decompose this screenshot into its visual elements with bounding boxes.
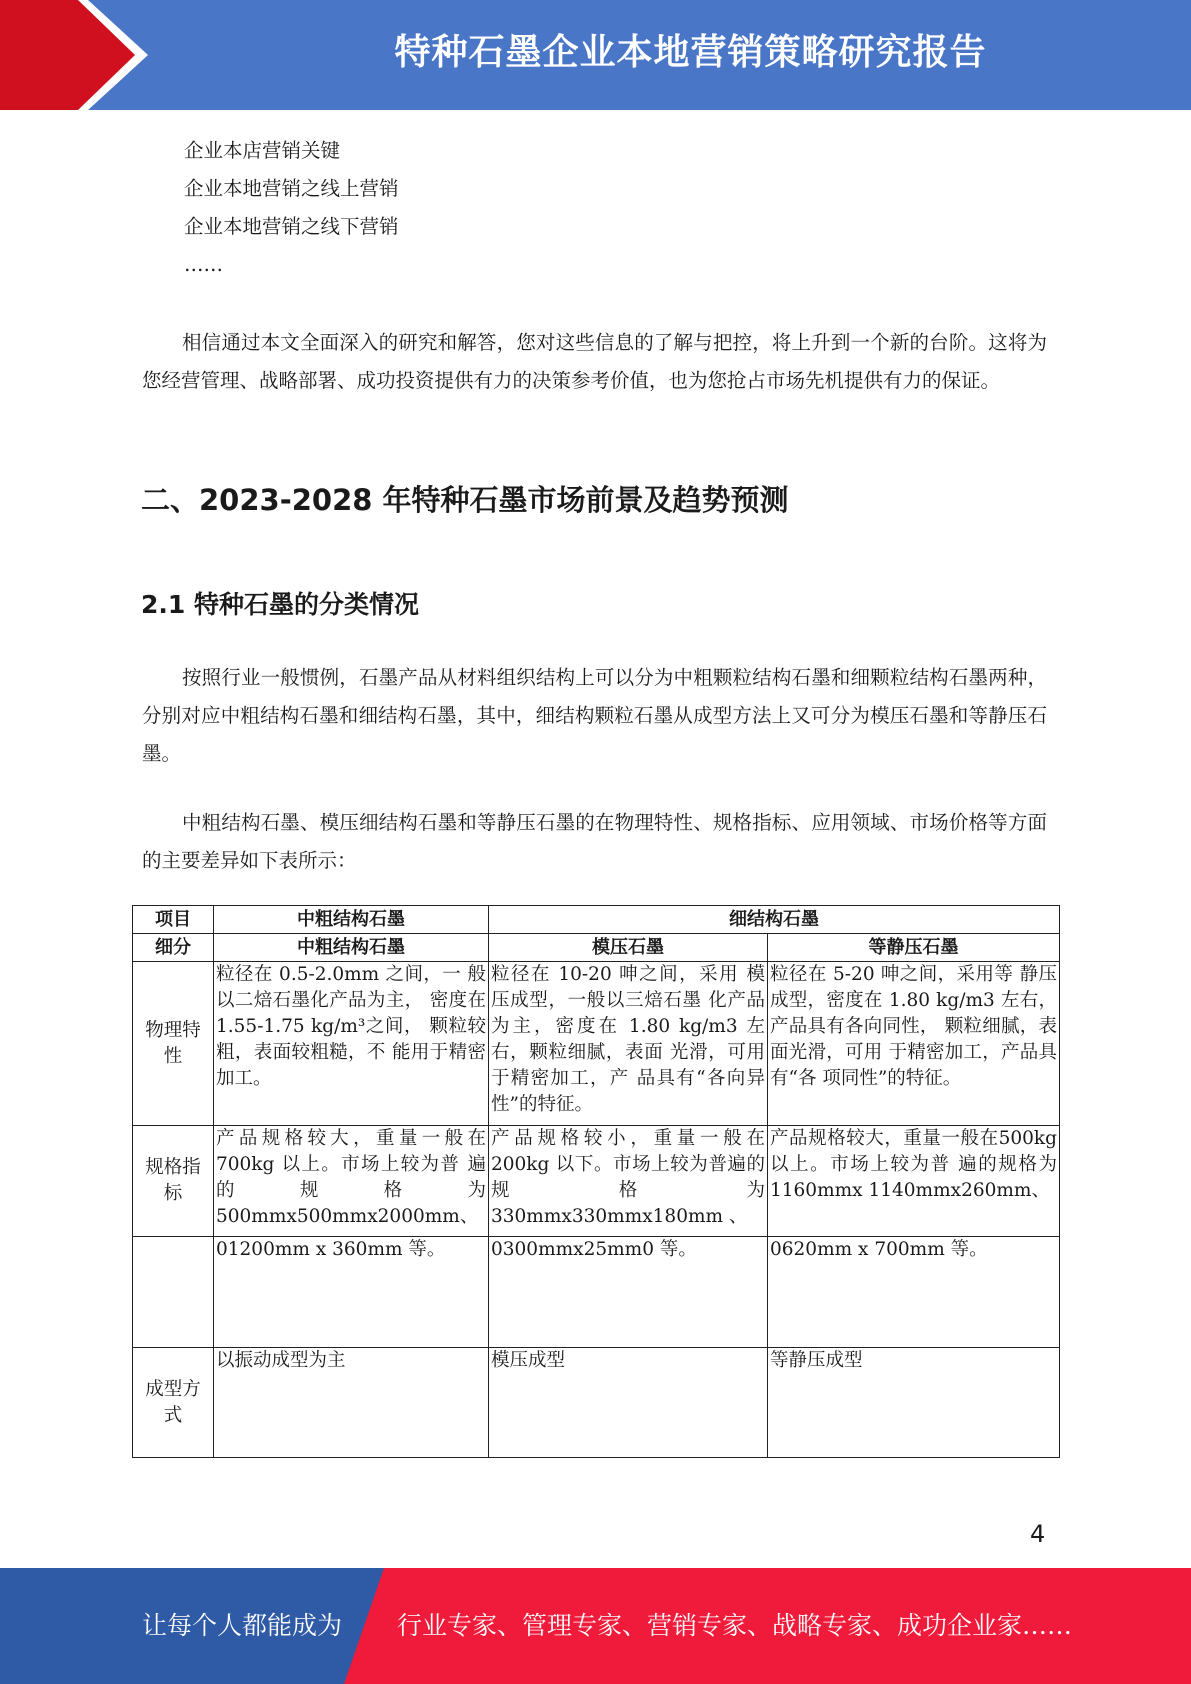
table-cell: 以振动成型为主: [214, 1348, 489, 1458]
table-cell: 产品规格较小，重量一般在200kg 以下。市场上较为普遍的规格为 330mmx330mmx180mm 、: [489, 1126, 768, 1237]
footer-slogan-right: 行业专家、管理专家、营销专家、战略专家、成功企业家……: [397, 1611, 1073, 1640]
table-cell: 粒径在 10-20 呻之间，采用 模压成型，一般以三焙石墨 化产品为主，密度在 1.80 kg/m3 左右，颗粒细腻，表面 光滑，可用于精密加工，产 品具有“各向异性”的特征。: [489, 962, 768, 1126]
paragraph-intro-summary: 相信通过本文全面深入的研究和解答，您对这些信息的了解与把控，将上升到一个新的台阶。这将为您经营管理、战略部署、成功投资提供有力的决策参考价值，也为您抢占市场先机提供有力的保证。: [142, 331, 1047, 392]
table-header-cell: 等静压石墨: [768, 934, 1060, 962]
row-label: 成型方式: [133, 1348, 214, 1458]
list-item: 企业本地营销之线上营销: [184, 177, 399, 200]
table-cell: 产品规格较大，重量一般在500kg 以上。市场上较为普 遍的规格为 1160mmx 1140mmx260mm、: [768, 1126, 1060, 1237]
page-header: [0, 0, 1191, 110]
table-header-row: [133, 906, 1060, 934]
table-cell: 等静压成型: [768, 1348, 1060, 1458]
intro-list: [184, 132, 399, 284]
subsection-heading: 2.1 特种石墨的分类情况: [141, 590, 419, 619]
table-header-cell: 模压石墨: [489, 934, 768, 962]
graphite-comparison-table: [132, 905, 1060, 1458]
table-cell: 粒径在 5-20 呻之间，采用等 静压成型，密度在 1.80 kg/m3 左右，产品具有各向同性， 颗粒细腻，表面光滑，可用 于精密加工，产品具有“各 项同性”的特征。: [768, 962, 1060, 1126]
table-header-cell: 项目: [133, 906, 214, 934]
table-cell: 模压成型: [489, 1348, 768, 1458]
table-cell: 粒径在 0.5-2.0mm 之间，一 般以二焙石墨化产品为主， 密度在 1.55-1.75 kg/m³之间， 颗粒较粗，表面较粗糙，不 能用于精密加工。: [214, 962, 489, 1126]
page-footer: [0, 1568, 1191, 1684]
table-header-cell: 中粗结构石墨: [214, 906, 489, 934]
row-label: [133, 1237, 214, 1348]
row-label: 物理特性: [133, 962, 214, 1126]
report-title: 特种石墨企业本地营销策略研究报告: [394, 32, 987, 73]
table-cell: 产品规格较大，重量一般在700kg 以上。市场上较为普 遍的规格为 500mmx500mmx2000mm、: [214, 1126, 489, 1237]
page-number: 4: [1030, 1520, 1046, 1548]
table-header-cell: 细分: [133, 934, 214, 962]
table-row: [133, 962, 1060, 1126]
row-label: 规格指标: [133, 1126, 214, 1237]
list-item: ……: [184, 253, 223, 276]
table-cell: 0620mm x 700mm 等。: [768, 1237, 1060, 1348]
header-arrow-icon: [0, 0, 160, 110]
list-item: 企业本店营销关键: [184, 139, 341, 162]
footer-slogan-left: 让每个人都能成为: [142, 1611, 343, 1640]
table-header-cell: 细结构石墨: [489, 906, 1060, 934]
section-heading: 二、2023-2028 年特种石墨市场前景及趋势预测: [141, 483, 789, 517]
table-cell: 0300mmx25mm0 等。: [489, 1237, 768, 1348]
table-row: [133, 1348, 1060, 1458]
table-cell: 01200mm x 360mm 等。: [214, 1237, 489, 1348]
table-row: [133, 1126, 1060, 1237]
paragraph-table-intro: 中粗结构石墨、模压细结构石墨和等静压石墨的在物理特性、规格指标、应用领域、市场价格等方面的主要差异如下表所示：: [142, 811, 1047, 872]
table-header-row: [133, 934, 1060, 962]
paragraph-classification: 按照行业一般惯例，石墨产品从材料组织结构上可以分为中粗颗粒结构石墨和细颗粒结构石墨两种，分别对应中粗结构石墨和细结构石墨，其中，细结构颗粒石墨从成型方法上又可分为模压石墨和等静压石墨。: [142, 666, 1047, 765]
list-item: 企业本地营销之线下营销: [184, 215, 399, 238]
table-row: [133, 1237, 1060, 1348]
table-header-cell: 中粗结构石墨: [214, 934, 489, 962]
